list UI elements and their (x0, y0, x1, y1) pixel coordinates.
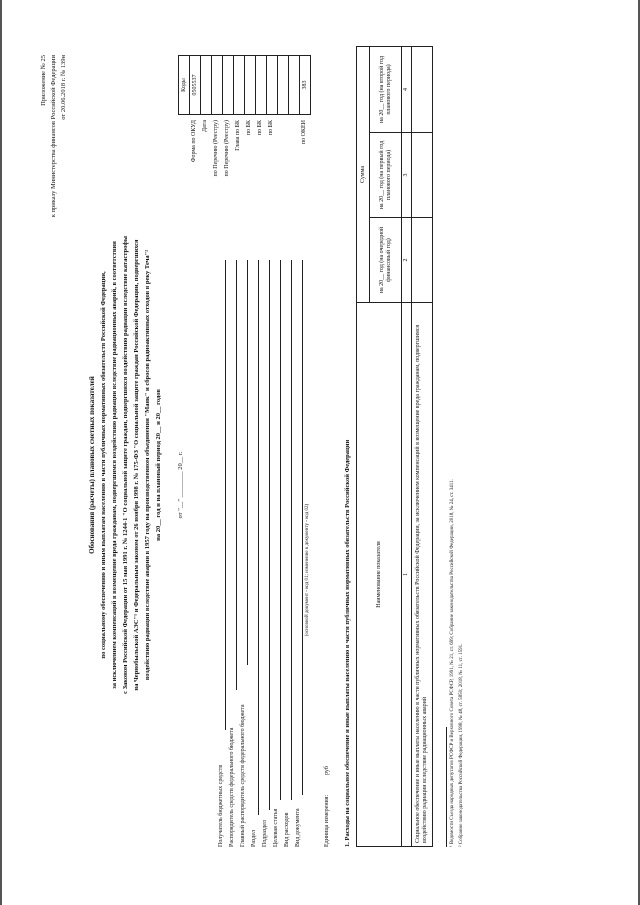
row-social-payments-year3 (411, 46, 433, 133)
label-okud: Форма по ОКУД (191, 120, 197, 163)
line-recipient (225, 260, 226, 730)
line-main-distributor (247, 260, 248, 665)
label-bk-1: по БК (246, 120, 252, 136)
col-number-3: 3 (401, 132, 412, 218)
footnote-1: ¹ Ведомости Съезда народных депутатов РСФСР и Верховного Совета РСФСР, 1991, № 21, ст. 699; Собрание законодательства Российской Федерации, 2018, № 24, ст. 3411. (450, 479, 455, 847)
codes-header: Коды (178, 55, 190, 115)
label-recipient: Получатель бюджетных средств (218, 764, 224, 847)
label-main-distributor: Главный распорядитель средств федерального бюджета (240, 704, 246, 847)
label-distributor: Распорядитель средств федерального бюджета (229, 727, 235, 847)
row-social-payments-year2 (411, 132, 433, 218)
okei-code: 383 (299, 55, 311, 115)
label-date: Дата (202, 120, 208, 132)
label-document-type: Вид документа (295, 808, 301, 847)
line-section (258, 260, 259, 815)
footnote-separator (446, 727, 447, 847)
document-date: от "__" ________ 20__ г. (177, 451, 184, 519)
label-bk-2: по БК (257, 120, 263, 136)
label-bk-3: по БК (268, 120, 274, 136)
appendix-date: от 20.06.2018 г. № 139н (60, 55, 67, 120)
title-line-4: с Законом Российской Федерации от 15 мая 1991 г. № 1244-1 "О социальной защите граждан, подвергшихся воздействию радиации вследствие катастрофы (122, 236, 129, 694)
row-social-payments-year1 (411, 217, 433, 303)
line-distributor (236, 260, 237, 690)
year3-header: на 20__ год (на второй год планового периода) (369, 46, 402, 133)
col-number-2: 2 (401, 217, 412, 303)
title-line-1: Обоснования (расчеты) плановых сметных показателей (88, 376, 96, 554)
document-type-note: (основной документ - код 01; изменение к документу - код 02) (305, 503, 310, 637)
row-social-payments-name: Социальное обеспечение и иные выплаты населению в части публичных нормативных обязательств Российской Федерации, за исключением компенсаций в возмещение вреда гражданам, подвергшимся воздействию радиации вследствие радиационных аварий (411, 302, 433, 847)
label-okei: по ОКЕИ (301, 120, 307, 145)
appendix-number: Приложение № 25 (40, 55, 47, 106)
year1-header: на 20__ год (на очередной финансовый год) (369, 217, 402, 303)
label-expense-type: Вид расходов (284, 812, 290, 847)
sum-header: Сумма (356, 46, 370, 303)
col-name-header: Наименование показателя (356, 302, 402, 847)
label-chapter-bk: Глава по БК (235, 120, 241, 151)
label-registry-2: по Перечню (Реестру) (224, 120, 230, 177)
footnote-2: ² Собрание законодательства Российской Федерации, 1998, № 48, ст. 5850; 2018, № 11, ст. 1591. (459, 643, 464, 847)
line-document-type (302, 260, 303, 795)
title-line-5: на Чернобыльской АЭС"¹ и Федеральным законом от 26 ноября 1998 г. № 175-ФЗ "О социальной защите граждан Российской Федерации, подвергшихся (133, 239, 140, 691)
col-number-4: 4 (401, 46, 412, 133)
okud-code: 0505537 (189, 55, 201, 115)
line-subsection (269, 260, 270, 810)
label-target: Целевая статья (273, 808, 279, 847)
title-line-3: за исключением компенсаций в возмещение вреда гражданам, подвергшимся воздействию радиации вследствие радиационных аварий, в соответствии (111, 241, 118, 689)
unit-label: Единица измерения: (324, 794, 330, 847)
appendix-order: к приказу Министерства финансов Российской Федерации (50, 55, 57, 218)
label-registry-1: по Перечню (Реестру) (213, 120, 219, 177)
label-subsection: Подраздел (262, 820, 268, 847)
title-line-7: на 20__ год и на плановый период 20__ и 20__ годов (155, 389, 162, 541)
unit-value: руб (324, 766, 330, 775)
col-number-1: 1 (401, 302, 412, 847)
title-line-6: воздействию радиации вследствие аварии в 1957 году на производственном объединении "Маяк" и сбросов радиоактивных отходов в реку Теча"² (144, 249, 151, 681)
line-expense-type (291, 260, 292, 800)
section-heading: 1. Расходы на социальное обеспечение и иные выплаты населению в части публичных нормативных обязательств Российской Федерации (344, 439, 351, 847)
label-section: Раздел (251, 830, 257, 847)
year2-header: на 20__ год (на первый год планового периода) (369, 132, 402, 218)
title-line-2: по социальному обеспечению и иным выплатам населению в части публичных нормативных обязательств Российской Федерации, (100, 271, 107, 659)
line-target (280, 260, 281, 800)
